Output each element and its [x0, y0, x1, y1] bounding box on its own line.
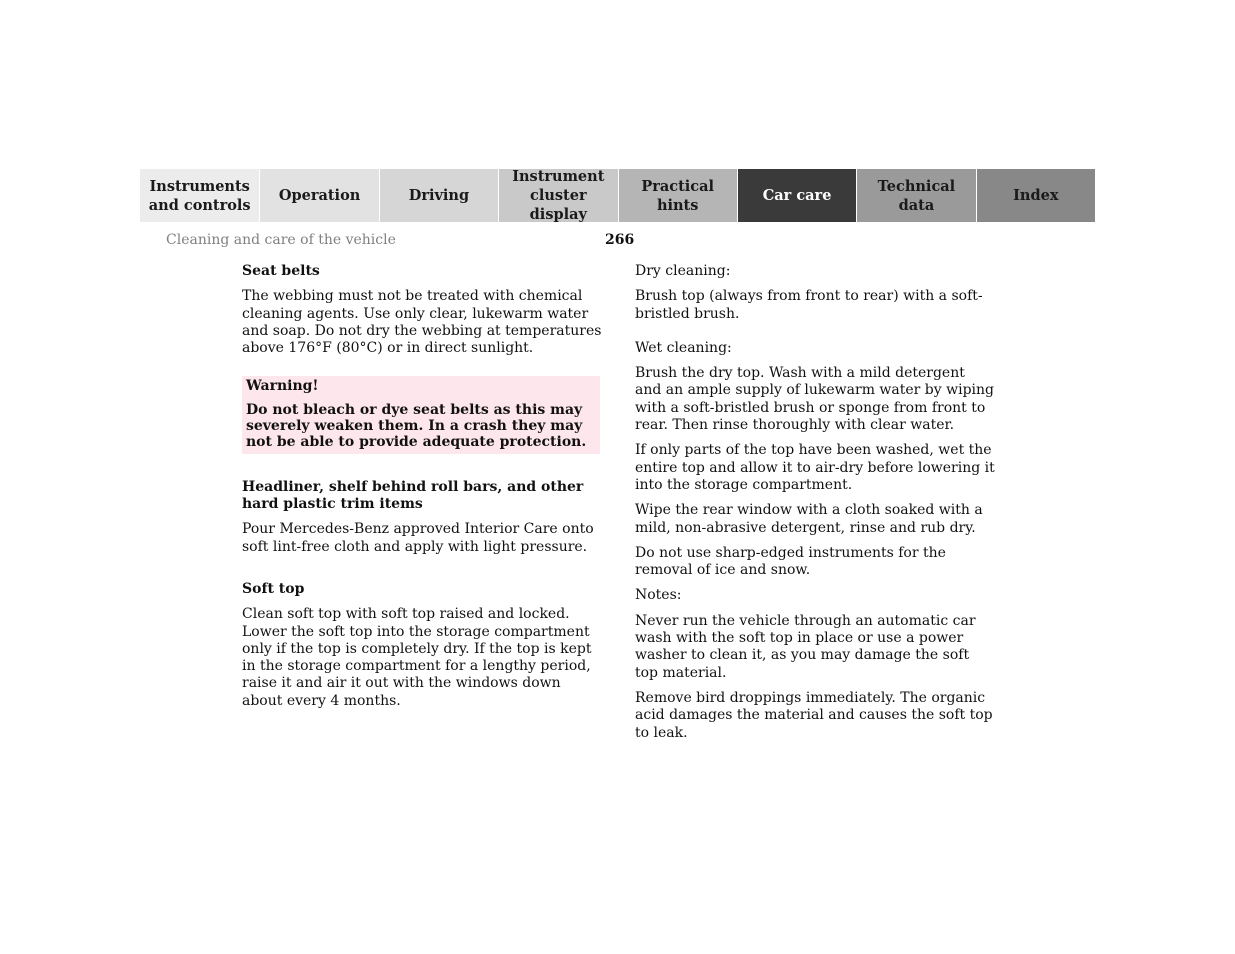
wet-cleaning-text: Brush the dry top. Wash with a mild detergent and an ample supply of lukewarm water by wiping with a soft-bristled brush or sponge from front to rear. Then rinse thoroughly with clear water. — [635, 365, 995, 434]
tab-practical-hints[interactable]: Practical hints — [618, 169, 737, 222]
warning-title: Warning! — [246, 378, 319, 395]
warning-text: Do not bleach or dye seat belts as this may severely weaken them. In a crash they may not be able to provide adequate protection. — [246, 401, 587, 450]
dry-cleaning-text: Brush top (always from front to rear) with a soft-bristled brush. — [635, 288, 983, 322]
tab-technical-data[interactable]: Technical data — [856, 169, 975, 222]
tab-operation[interactable]: Operation — [259, 169, 378, 222]
chapter-tabs — [140, 169, 1095, 222]
section-title: Cleaning and care of the vehicle — [166, 232, 396, 248]
soft-top-text: Clean soft top with soft top raised and locked. Lower the soft top into the storage compartment only if the top is completely dry. If the top is kept in the storage compartment for a lengthy period, raise it and air it out with the windows down about every 4 months. — [242, 606, 592, 709]
ice-snow-text: Do not use sharp-edged instruments for the removal of ice and snow. — [635, 544, 946, 579]
rear-window-text: Wipe the rear window with a cloth soaked with a mild, non-abrasive detergent, rinse and rub dry. — [635, 502, 983, 536]
notes-label: Notes: — [635, 587, 682, 604]
headliner-text: Pour Mercedes-Benz approved Interior Care onto soft lint-free cloth and apply with light pressure. — [242, 521, 594, 555]
tab-index[interactable]: Index — [976, 169, 1095, 222]
tab-car-care[interactable]: Car care — [737, 169, 856, 222]
left-column — [242, 263, 602, 710]
note-car-wash: Never run the vehicle through an automatic car wash with the soft top in place or use a power washer to clean it, as you may damage the soft top material. — [635, 612, 976, 681]
seat-belts-text: The webbing must not be treated with chemical cleaning agents. Use only clear, lukewarm water and soap. Do not dry the webbing at temperatures above 176°F (80°C) or in direct sunlight. — [242, 288, 602, 357]
tab-instrument-cluster-display[interactable]: Instrument cluster display — [498, 169, 617, 222]
dry-cleaning-label: Dry cleaning: — [635, 263, 731, 279]
warning-box — [242, 376, 600, 453]
headliner-heading: Headliner, shelf behind roll bars, and other hard plastic trim items — [242, 478, 584, 513]
wet-cleaning-label: Wet cleaning: — [635, 339, 732, 356]
note-bird-droppings: Remove bird droppings immediately. The organic acid damages the material and causes the soft top to leak. — [635, 689, 993, 741]
tab-driving[interactable]: Driving — [379, 169, 498, 222]
page-number: 266 — [605, 232, 635, 248]
right-column — [635, 263, 995, 742]
seat-belts-heading: Seat belts — [242, 263, 320, 279]
tab-instruments-and-controls[interactable]: Instruments and controls — [140, 169, 259, 222]
soft-top-heading: Soft top — [242, 580, 305, 597]
partial-wash-text: If only parts of the top have been washed, wet the entire top and allow it to air-dry before lowering it into the storage compartment. — [635, 442, 995, 493]
